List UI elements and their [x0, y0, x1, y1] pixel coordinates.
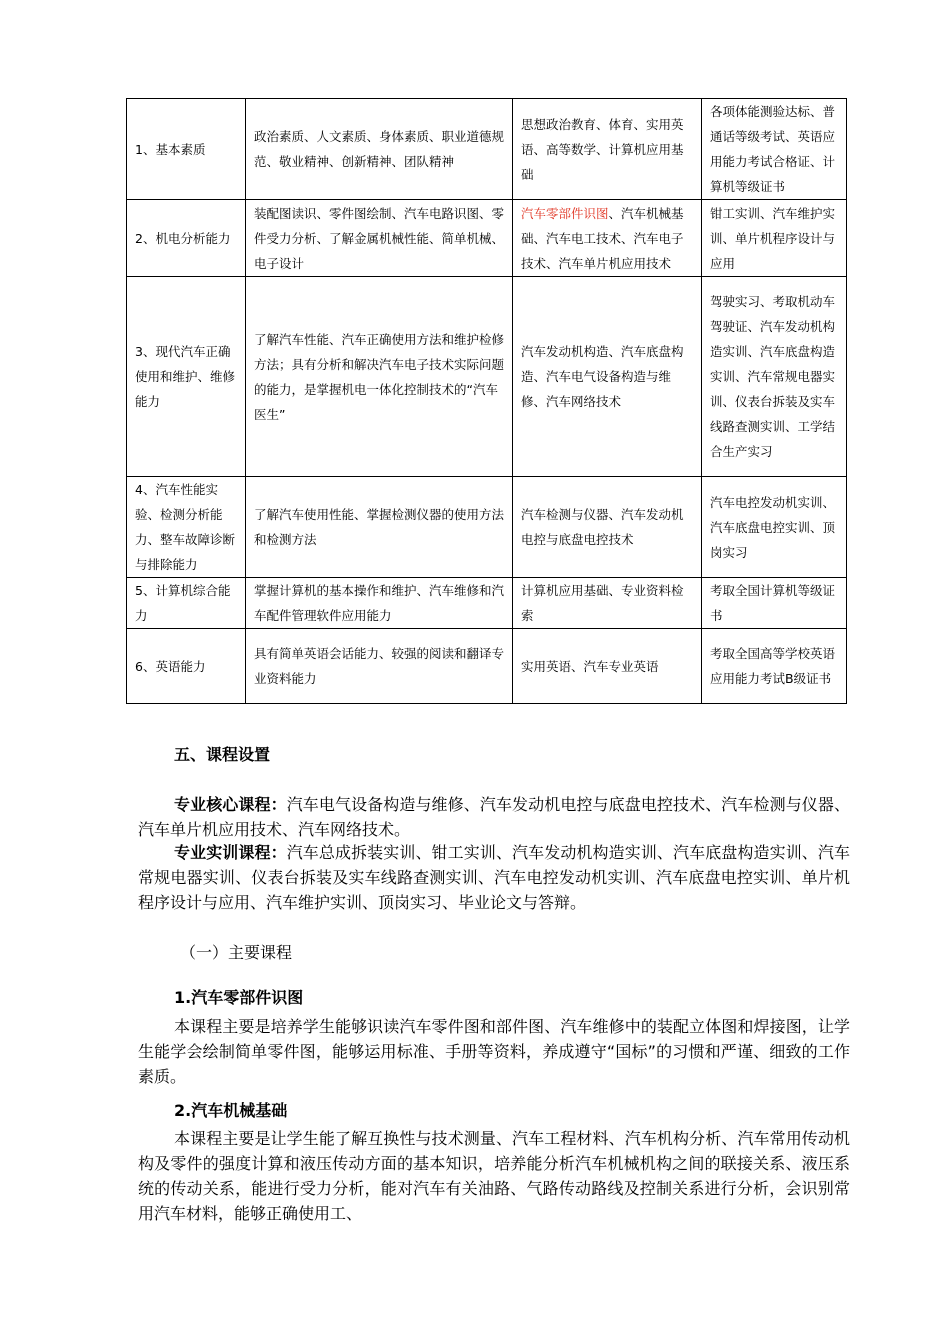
course-description: 本课程主要是让学生能了解互换性与技术测量、汽车工程材料、汽车机构分析、汽车常用传动机构及零件的强度计算和液压传动方面的基本知识，培养能分析汽车机械机构之间的联接关系、液压系统的传动关系，能进行受力分析，能对汽车有关油路、气路传动路线及控制关系进行分析，会识别常用汽车材料，能够正确使用工、	[138, 1129, 850, 1223]
ability-course-table	[126, 98, 847, 704]
content-cell: 掌握计算机的基本操作和维护、汽车维修和汽车配件管理软件应用能力	[246, 578, 513, 629]
core-courses-text: 汽车电气设备构造与维修、汽车发动机电控与底盘电控技术、汽车检测与仪器、汽车单片机应用技术、汽车网络技术。	[138, 795, 850, 839]
table-row	[127, 99, 847, 200]
content-cell: 具有简单英语会话能力、较强的阅读和翻译专业资料能力	[246, 629, 513, 704]
training-cell: 各项体能测验达标、普通话等级考试、英语应用能力考试合格证、计算机等级证书	[702, 99, 847, 200]
training-courses-text: 汽车总成拆装实训、钳工实训、汽车发动机构造实训、汽车底盘构造实训、汽车常规电器实训、仪表台拆装及实车线路查测实训、汽车电控发动机实训、汽车底盘电控实训、单片机程序设计与应用、汽车维护实训、顶岗实习、毕业论文与答辩。	[138, 843, 850, 912]
ability-cell: 3、现代汽车正确使用和维护、维修能力	[127, 277, 246, 477]
core-courses-label: 专业核心课程：	[174, 795, 287, 814]
content-cell: 装配图读识、零件图绘制、汽车电路识图、零件受力分析、了解金属机械性能、简单机械、电子设计	[246, 200, 513, 277]
core-courses-paragraph	[138, 792, 850, 842]
courses-text: 思想政治教育、体育、实用英语、高等数学、计算机应用基础	[521, 116, 684, 182]
training-cell: 汽车电控发动机实训、汽车底盘电控实训、顶岗实习	[702, 477, 847, 578]
content-cell: 政治素质、人文素质、身体素质、职业道德规范、敬业精神、创新精神、团队精神	[246, 99, 513, 200]
courses-text: 实用英语、汽车专业英语	[521, 658, 659, 674]
courses-text: 汽车发动机构造、汽车底盘构造、汽车电气设备构造与维修、汽车网络技术	[521, 344, 684, 409]
table-row	[127, 578, 847, 629]
courses-cell	[513, 629, 702, 704]
training-courses-paragraph	[138, 840, 850, 915]
courses-cell	[513, 99, 702, 200]
content-cell: 了解汽车使用性能、掌握检测仪器的使用方法和检测方法	[246, 477, 513, 578]
courses-cell	[513, 578, 702, 629]
ability-cell: 4、汽车性能实验、检测分析能力、整车故障诊断与排除能力	[127, 477, 246, 578]
main-courses-heading: （一）主要课程	[180, 943, 293, 962]
ability-cell: 6、英语能力	[127, 629, 246, 704]
training-cell: 钳工实训、汽车维护实训、单片机程序设计与应用	[702, 200, 847, 277]
ability-cell: 5、计算机综合能力	[127, 578, 246, 629]
ability-cell: 1、基本素质	[127, 99, 246, 200]
course-title: 2.汽车机械基础	[174, 1101, 288, 1120]
courses-cell	[513, 200, 702, 277]
courses-cell	[513, 477, 702, 578]
ability-cell: 2、机电分析能力	[127, 200, 246, 277]
content-cell: 了解汽车性能、汽车正确使用方法和维护检修方法；具有分析和解决汽车电子技术实际问题的能力，是掌握机电一体化控制技术的“汽车医生”	[246, 277, 513, 477]
table-row	[127, 629, 847, 704]
course-title: 1.汽车零部件识图	[174, 988, 304, 1007]
table-row	[127, 477, 847, 578]
training-cell: 考取全国高等学校英语应用能力考试B级证书	[702, 629, 847, 704]
training-courses-label: 专业实训课程：	[174, 843, 287, 862]
table-row	[127, 200, 847, 277]
table-row	[127, 277, 847, 477]
training-cell: 驾驶实习、考取机动车驾驶证、汽车发动机构造实训、汽车底盘构造实训、汽车常规电器实训、仪表台拆装及实车线路查测实训、工学结合生产实习	[702, 277, 847, 477]
courses-text: 、汽车机械基础、汽车电工技术、汽车电子技术、汽车单片机应用技术	[521, 205, 684, 271]
courses-cell	[513, 277, 702, 477]
courses-text: 汽车检测与仪器、汽车发动机电控与底盘电控技术	[521, 507, 684, 547]
highlighted-course: 汽车零部件识图	[521, 205, 609, 221]
courses-text: 计算机应用基础、专业资料检索	[521, 583, 684, 623]
course-description: 本课程主要是培养学生能够识读汽车零件图和部件图、汽车维修中的装配立体图和焊接图，让学生能学会绘制简单零件图，能够运用标准、手册等资料，养成遵守“国标”的习惯和严谨、细致的工作素质。	[138, 1017, 850, 1086]
section-title: 五、课程设置	[174, 745, 271, 764]
training-cell: 考取全国计算机等级证书	[702, 578, 847, 629]
